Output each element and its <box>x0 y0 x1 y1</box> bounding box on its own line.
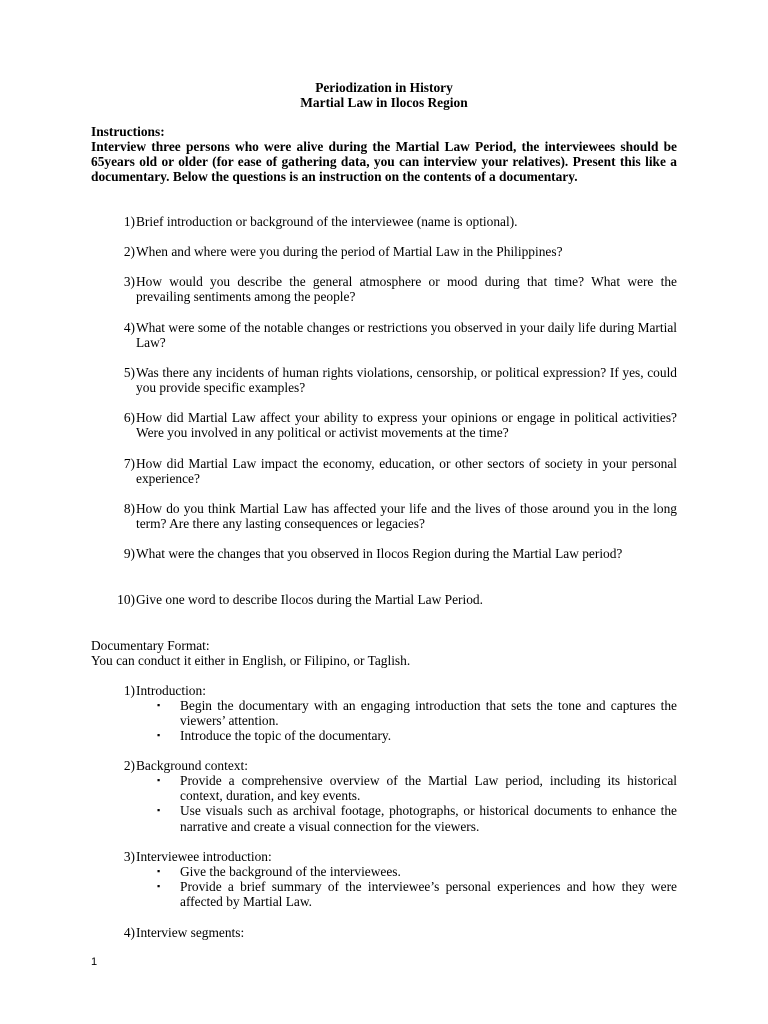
document-title: Periodization in History <box>315 80 453 95</box>
question-number: 6) <box>123 410 135 425</box>
question-text: Brief introduction or background of the interviewee (name is optional). <box>136 214 518 229</box>
language-note: You can conduct it either in English, or Filipino, or Taglish. <box>91 653 411 668</box>
bullet-list <box>157 864 677 910</box>
section-title: Interviewee introduction: <box>136 849 272 864</box>
bullet-square-icon: ▪ <box>157 866 161 876</box>
section-number: 1) <box>123 683 135 698</box>
document-subtitle: Martial Law in Ilocos Region <box>300 95 468 110</box>
bullet-text: Begin the documentary with an engaging introduction that sets the tone and captures the viewers’ attention. <box>180 698 677 729</box>
bullet-item <box>157 803 677 833</box>
section-title: Interview segments: <box>136 925 245 940</box>
question-text: Give one word to describe Ilocos during the Martial Law Period. <box>136 592 483 607</box>
instructions-text: Interview three persons who were alive during the Martial Law Period, the interviewees should be 65years old or older (for ease of gathering data, you can interview your relatives). Present this like a documentary. Below the questions is an instruction on the contents of a documentary. <box>91 139 677 185</box>
bullet-item <box>157 698 677 728</box>
question-number: 1) <box>123 214 135 229</box>
question-text: When and where were you during the period of Martial Law in the Philippines? <box>136 244 563 259</box>
bullet-list <box>157 698 677 744</box>
question-number: 7) <box>123 456 135 471</box>
format-heading: Documentary Format: <box>91 638 210 653</box>
bullet-text: Introduce the topic of the documentary. <box>180 728 392 744</box>
section-number: 3) <box>123 849 135 864</box>
bullet-square-icon: ▪ <box>157 730 161 741</box>
bullet-square-icon: ▪ <box>157 881 161 892</box>
bullet-text: Give the background of the interviewees. <box>180 864 401 879</box>
question-number: 8) <box>123 501 135 516</box>
question-text: Was there any incidents of human rights violations, censorship, or political expression? If yes, could you provide specific examples? <box>136 365 677 396</box>
question-text: How did Martial Law impact the economy, education, or other sectors of society in your personal experience? <box>136 456 677 487</box>
question-text: How would you describe the general atmosphere or mood during that time? What were the prevailing sentiments among the people? <box>136 274 677 305</box>
bullet-item <box>157 728 677 743</box>
question-number: 5) <box>123 365 135 380</box>
question-number: 10) <box>117 592 135 607</box>
question-text: What were the changes that you observed in Ilocos Region during the Martial Law period? <box>136 546 623 561</box>
instructions-label: Instructions: <box>91 124 165 139</box>
bullet-text: Provide a comprehensive overview of the Martial Law period, including its historical context, duration, and key events. <box>180 773 677 804</box>
section-title: Background context: <box>136 758 248 773</box>
bullet-list <box>157 773 677 834</box>
question-number: 9) <box>123 546 135 561</box>
bullet-item <box>157 879 677 909</box>
section-number: 4) <box>123 925 135 940</box>
question-text: How did Martial Law affect your ability to express your opinions or engage in political activities? Were you involved in any political or activist movements at the time? <box>136 410 677 441</box>
section-number: 2) <box>123 758 135 773</box>
bullet-item <box>157 773 677 803</box>
bullet-item <box>157 864 677 879</box>
bullet-square-icon: ▪ <box>157 700 161 710</box>
bullet-square-icon: ▪ <box>157 775 161 785</box>
question-number: 3) <box>123 274 135 289</box>
question-number: 2) <box>123 244 135 259</box>
question-text: What were some of the notable changes or restrictions you observed in your daily life during Martial Law? <box>136 320 677 351</box>
question-number: 4) <box>123 320 135 335</box>
bullet-text: Provide a brief summary of the interviewee’s personal experiences and how they were affected by Martial Law. <box>180 879 677 910</box>
question-text: How do you think Martial Law has affected your life and the lives of those around you in the long term? Are there any lasting consequences or legacies? <box>136 501 677 532</box>
section-title: Introduction: <box>136 683 206 698</box>
page-number: 1 <box>91 956 98 968</box>
bullet-square-icon: ▪ <box>157 805 161 816</box>
bullet-text: Use visuals such as archival footage, photographs, or historical documents to enhance the narrative and create a visual connection for the viewers. <box>180 803 677 834</box>
